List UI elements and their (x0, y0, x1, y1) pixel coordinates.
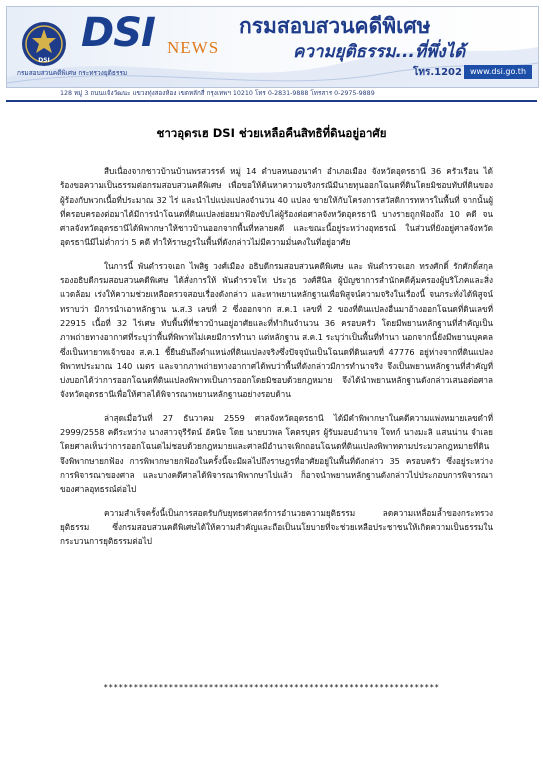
organization-name: กรมสอบสวนคดีพิเศษ กระทรวงยุติธรรม (17, 69, 128, 77)
end-separator: ******************************************************************* (103, 683, 440, 692)
brand-dsi: DSI (81, 10, 155, 56)
article-body (60, 164, 493, 557)
letterhead (6, 6, 539, 88)
paragraph: สืบเนื่องจากชาวบ้านบ้านพรสวรรค์ หมู่ 14 ตำบลหนองนาคำ อำเภอเมือง จังหวัดอุดรธานี 36 ครัวเรือน ได้ร้องขอความเป็นธรรมต่อกรมสอบสวนคดีพิเศษ เพื่อขอให้ค้นหาความจริงกรณีมีนายทุนออกโฉนดที่ดินโดยมิชอบทับที่ดินของผู้ร้องกับพวกเนื้อที่ประมาณ 32 ไร่ และนำไปแบ่งแปลงจำนวน 40 แปลง ขายให้กับโครงการสวัสดิการทหารในพื้นที่ จากนั้นผู้ที่ครอบครองต่อมาได้มีการนำโฉนดที่ดินแปลงย่อยมาฟ้องขับไล่ผู้ร้องต่อศาลจังหวัดอุดรธานี บางรายถูกฟ้องถึง 10 คดี จนศาลจังหวัดอุดรธานีได้พิพากษาให้ชาวบ้านออกจากพื้นที่หลายคดี และขณะนี้อยู่ระหว่างอุทธรณ์ ในส่วนที่ยังอยู่ศาลจังหวัดอุดรธานีมีไม่ต่ำกว่า 5 คดี ทำให้ราษฎรในพื้นที่ดังกล่าวไม่มีความมั่นคงในที่อยู่อาศัย (60, 166, 493, 248)
slogan: ความยุติธรรม...ที่พึ่งได้ (293, 42, 466, 62)
logo-text: DSI (38, 57, 50, 64)
website-link[interactable]: www.dsi.go.th (464, 65, 532, 79)
hotline-number: โทร.1202 (413, 67, 462, 78)
article-headline: ชาวอุดรเฮ DSI ช่วยเหลือคืนสิทธิที่ดินอยู่อาศัย (156, 126, 387, 140)
address-line: 128 หมู่ 3 ถนนแจ้งวัฒนะ แขวงทุ่งสองห้อง เขตหลักสี่ กรุงเทพฯ 10210 โทร 0-2831-9888 โทรสาร 0-2975-9889 (60, 90, 375, 97)
paragraph: ความสำเร็จครั้งนี้เป็นการสอดรับกับยุทธศาสตร์การอำนวยความยุติธรรม ลดความเหลื่อมล้ำของกระทรวงยุติธรรม ซึ่งกรมสอบสวนคดีพิเศษได้ให้ความสำคัญและถือเป็นนโยบายที่จะช่วยเหลือประชาชนให้เกิดความเป็นธรรมในกระบวนการยุติธรรมต่อไป (60, 507, 493, 547)
dsi-emblem-logo (21, 21, 67, 67)
paragraph: ล่าสุดเมื่อวันที่ 27 ธันวาคม 2559 ศาลจังหวัดอุดรธานี ได้มีคำพิพากษาในคดีความแพ่งหมายเลขดำที่ 2999/2558 คดีระหว่าง นางสาวจุรีรัตน์ อัคนิจ โดย นายบวพล โคตรบุตร ผู้รับมอบอำนาจ โจทก์ นางมะลิ แสนน่าน จำเลย โดยศาลเห็นว่าการออกโฉนดไม่ชอบด้วยกฎหมายและศาลมีอำนาจเพิกถอนโฉนดที่ดินแปลงพิพาทตามประมวลกฎหมายที่ดิน จึงพิพากษายกฟ้อง การพิพากษายกฟ้องในครั้งนี้จะมีผลไปถึงราษฎรที่อาศัยอยู่ในพื้นที่ดังกล่าว 35 ครอบครัว ซึ่งอยู่ระหว่างการพิจารณาของศาล และบางคดีศาลได้พิจารณาพิพากษาไปแล้ว ก็อาจนำพยานหลักฐานดังกล่าวไปประกอบการพิจารณาของศาลอุทธรณ์ต่อไป (60, 412, 493, 495)
news-label: NEWS (167, 38, 220, 57)
paragraph: ในการนี้ พันตำรวจเอก ไพสิฐ วงศ์เมือง อธิบดีกรมสอบสวนคดีพิเศษ และ พันตำรวจเอก ทรงศักดิ์ รักศักดิ์สกุล รองอธิบดีกรมสอบสวนคดีพิเศษ ได้สั่งการให้ พันตำรวจโท ประวุธ วงศ์สีนิล ผู้บัญชาการสำนักคดีคุ้มครองผู้บริโภคและสิ่งแวดล้อม เร่งให้ความช่วยเหลือตรวจสอบเรื่องดังกล่าว และหาพยานหลักฐานเพื่อพิสูจน์ความจริงในเรื่องนี้ จนกระทั่งได้พิสูจน์ทราบว่า มีการนำเอาหลักฐาน น.ส.3 เลขที่ 2 ซึ่งออกจาก ส.ค.1 เลขที่ 2 ของที่ดินแปลงอื่นมาอ้างออกโฉนดที่ดินเลขที่ 22915 เนื้อที่ 32 ไร่เศษ ทับพื้นที่ที่ชาวบ้านอยู่อาศัยและที่ทำกินจำนวน 36 ครอบครัว โดยมีพยานหลักฐานที่สำคัญเป็นภาพถ่ายทางอากาศที่ระบุว่าพื้นที่พิพาทไม่เคยมีการทำนา แต่หลักฐาน ส.ค.1 ระบุว่าเป็นพื้นที่ทำนา นอกจากนี้ยังมีพยานบุคคลซึ่งเป็นทายาทเจ้าของ ส.ค.1 ชี้ยืนยันถึงตำแหน่งที่ดินแปลงจริงซึ่งปัจจุบันเป็นโฉนดที่ดินเลขที่ 47776 อยู่ห่างจากที่ดินแปลงพิพาทประมาณ 140 เมตร และจากภาพถ่ายทางอากาศได้พบว่าพื้นที่ดังกล่าวมีการทำนาจริง จึงเป็นพยานหลักฐานที่สำคัญที่บ่งบอกได้ว่าการออกโฉนดที่ดินแปลงพิพาทเป็นการออกโดยมิชอบด้วยกฎหมาย จึงได้นำพยานหลักฐานดังกล่าวเสนอต่อศาลจังหวัดอุดรธานีเพื่อให้ศาลได้พิจารณาพยานหลักฐานอย่างรอบด้าน (60, 260, 493, 400)
header-divider (6, 100, 537, 102)
department-title: กรมสอบสวนคดีพิเศษ (239, 14, 431, 38)
